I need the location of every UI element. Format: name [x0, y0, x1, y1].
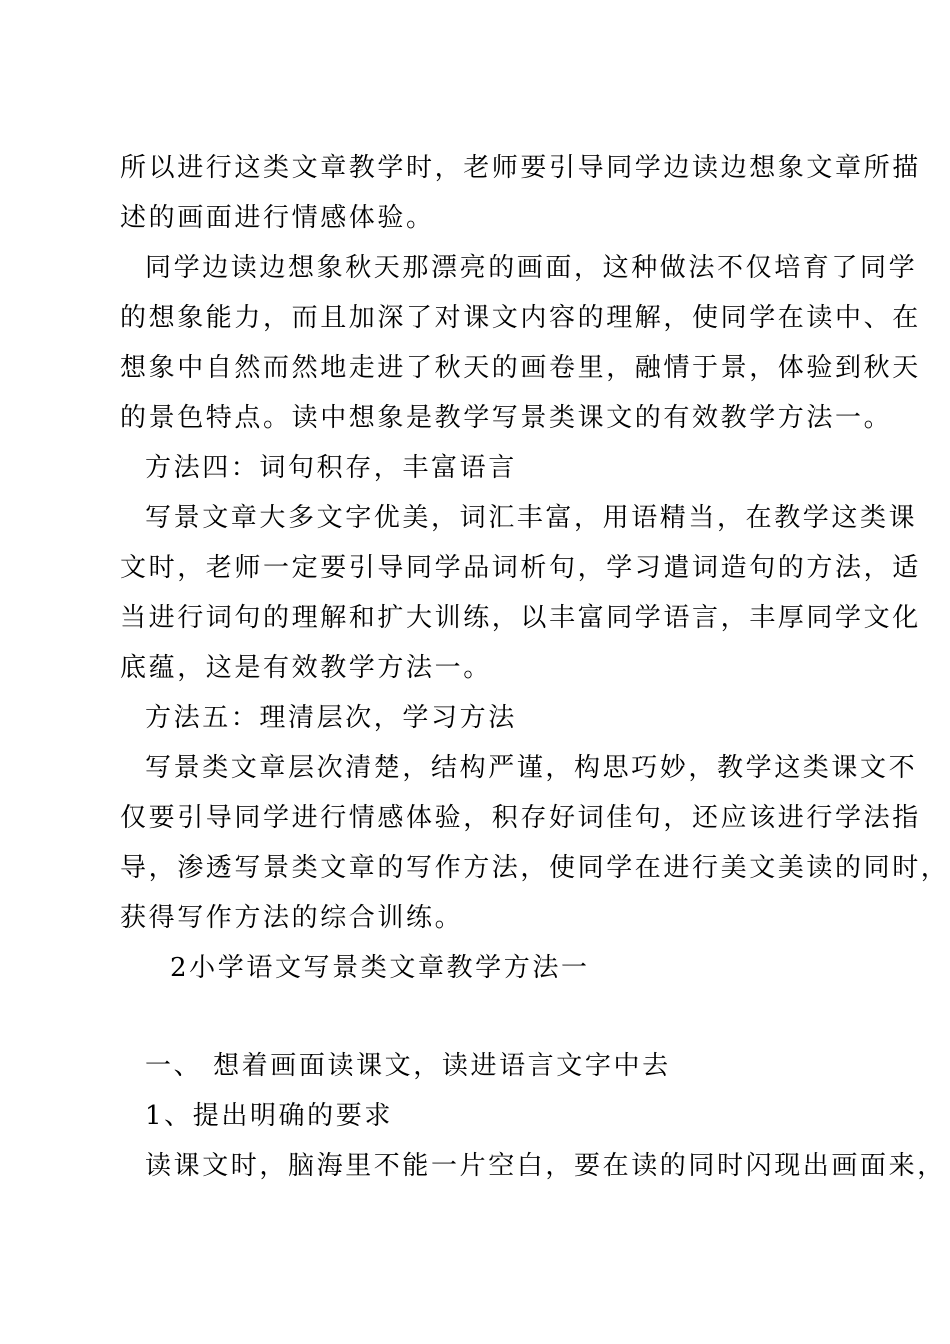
subheading-one: 一、 想着画面读课文，读进语言文字中去	[145, 1051, 671, 1081]
text-line: 仅要引导同学进行情感体验，积存好词佳句，还应该进行学法指	[120, 803, 921, 833]
text-line: 述的画面进行情感体验。	[120, 203, 435, 233]
paragraph-start: 同学边读边想象秋天那漂亮的画面，这种做法不仅培育了同学	[145, 253, 918, 283]
text-line: 文时，老师一定要引导同学品词析句，学习遣词造句的方法，适	[120, 553, 921, 583]
text-line: 的想象能力，而且加深了对课文内容的理解，使同学在读中、在	[120, 303, 921, 333]
article-title: 2小学语文写景类文章教学方法一	[170, 953, 590, 983]
section-heading-method-5: 方法五：理清层次，学习方法	[145, 703, 517, 733]
paragraph-start: 写景类文章层次清楚，结构严谨，构思巧妙，教学这类课文不	[145, 753, 918, 783]
section-heading-method-4: 方法四：词句积存，丰富语言	[145, 453, 517, 483]
text-line: 导，渗透写景类文章的写作方法，使同学在进行美文美读的同时，	[120, 853, 950, 883]
paragraph-start: 读课文时，脑海里不能一片空白，要在读的同时闪现出画面来，	[145, 1151, 946, 1181]
paragraph-start: 写景文章大多文字优美，词汇丰富，用语精当，在教学这类课	[145, 503, 918, 533]
text-line: 所以进行这类文章教学时，老师要引导同学边读边想象文章所描	[120, 153, 921, 183]
text-line: 底蕴，这是有效教学方法一。	[120, 653, 492, 683]
text-line: 想象中自然而然地走进了秋天的画卷里，融情于景，体验到秋天	[120, 353, 921, 383]
subheading-requirement: 1、提出明确的要求	[145, 1101, 393, 1131]
text-line: 获得写作方法的综合训练。	[120, 903, 464, 933]
text-line: 的景色特点。读中想象是教学写景类课文的有效教学方法一。	[120, 403, 893, 433]
text-line: 当进行词句的理解和扩大训练，以丰富同学语言，丰厚同学文化	[120, 603, 921, 633]
